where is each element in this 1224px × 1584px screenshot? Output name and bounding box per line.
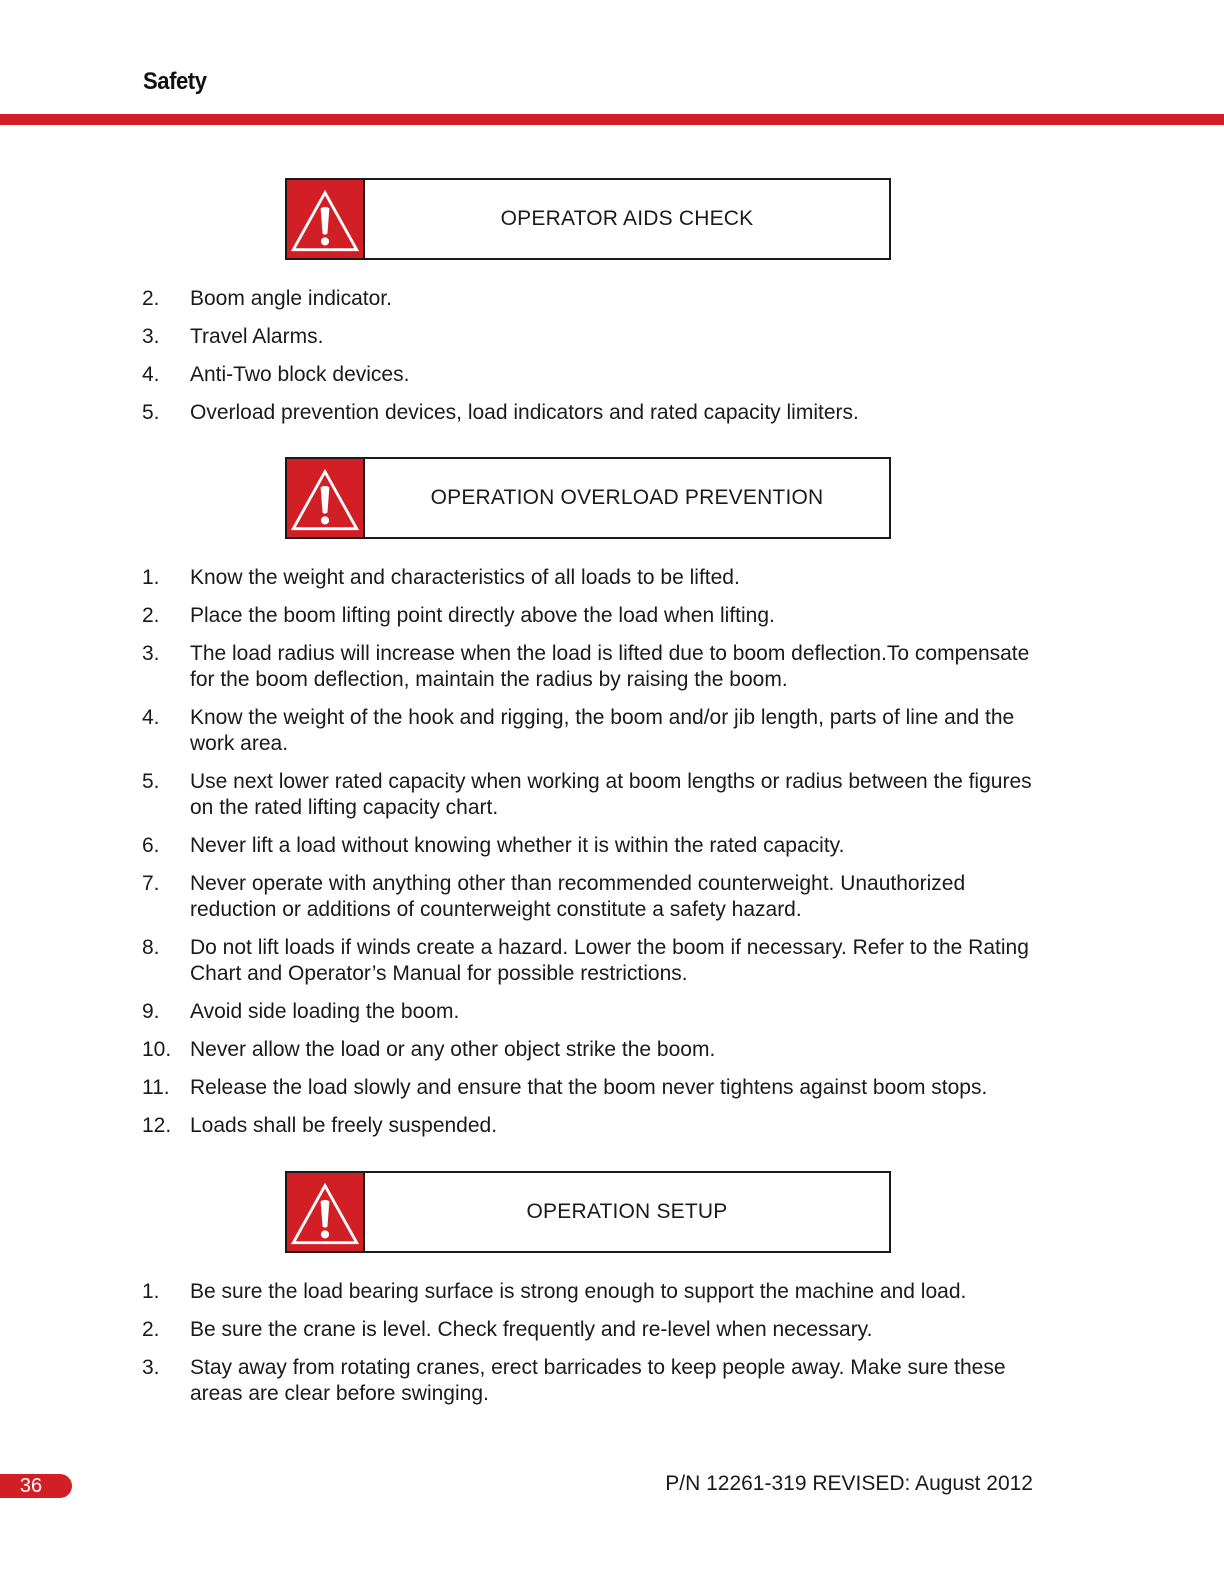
item-number: 2.	[142, 604, 160, 627]
header-rule	[0, 114, 1224, 125]
item-number: 8.	[142, 936, 160, 959]
item-text: Avoid side loading the boom.	[190, 1000, 460, 1023]
list-item	[142, 769, 1042, 821]
item-text: Be sure the load bearing surface is strong enough to support the machine and load.	[190, 1280, 967, 1303]
item-number: 5.	[142, 401, 160, 424]
list-item	[142, 1075, 1042, 1101]
item-text: Loads shall be freely suspended.	[190, 1114, 498, 1137]
warning-triangle-icon	[287, 459, 365, 537]
item-number: 1.	[142, 566, 160, 589]
list-item	[142, 871, 1042, 923]
item-number: 3.	[142, 325, 160, 348]
operation-setup-list	[142, 1279, 1042, 1419]
item-text: Place the boom lifting point directly above the load when lifting.	[190, 604, 775, 627]
item-text: Never allow the load or any other object strike the boom.	[190, 1038, 716, 1061]
item-text: Release the load slowly and ensure that the boom never tightens against boom stops.	[190, 1076, 988, 1099]
item-text: Never lift a load without knowing whether it is within the rated capacity.	[190, 834, 845, 857]
item-text: Never operate with anything other than recommended counterweight. Unauthorized reduction or additions of counterweight constitute a safety hazard.	[190, 872, 966, 921]
warning-title: OPERATION OVERLOAD PREVENTION	[430, 486, 824, 509]
item-number: 4.	[142, 363, 160, 386]
item-text: Boom angle indicator.	[190, 287, 392, 310]
item-number: 2.	[142, 287, 160, 310]
item-text: Travel Alarms.	[190, 325, 324, 348]
item-number: 3.	[142, 1356, 160, 1379]
footer-reference: P/N 12261-319 REVISED: August 2012	[665, 1472, 1033, 1495]
list-item	[142, 935, 1042, 987]
list-item	[142, 705, 1042, 757]
warning-triangle-icon	[287, 180, 365, 258]
list-item	[142, 641, 1042, 693]
item-text: Stay away from rotating cranes, erect barricades to keep people away. Make sure these areas are clear before swinging.	[190, 1356, 1006, 1405]
list-item	[142, 999, 1042, 1025]
list-item	[142, 1317, 1042, 1343]
item-number: 4.	[142, 706, 160, 729]
list-item	[142, 1037, 1042, 1063]
list-item	[142, 324, 1042, 350]
item-number: 10.	[142, 1038, 172, 1061]
list-item	[142, 565, 1042, 591]
item-text: The load radius will increase when the load is lifted due to boom deflection.To compensate for the boom deflection, maintain the radius by raising the boom.	[190, 642, 1030, 691]
warning-triangle-icon	[287, 1173, 365, 1251]
warning-box-overload-prevention	[285, 457, 891, 539]
warning-box-operation-setup	[285, 1171, 891, 1253]
list-item	[142, 603, 1042, 629]
warning-box-operator-aids	[285, 178, 891, 260]
list-item	[142, 1355, 1042, 1407]
item-text: Use next lower rated capacity when working at boom lengths or radius between the figures on the rated lifting capacity chart.	[190, 770, 1032, 819]
operator-aids-list	[142, 286, 1042, 438]
list-item	[142, 286, 1042, 312]
item-number: 2.	[142, 1318, 160, 1341]
list-item	[142, 1113, 1042, 1139]
warning-title: OPERATION SETUP	[526, 1200, 728, 1223]
item-text: Overload prevention devices, load indicators and rated capacity limiters.	[190, 401, 859, 424]
item-text: Anti-Two block devices.	[190, 363, 410, 386]
item-number: 6.	[142, 834, 160, 857]
list-item	[142, 400, 1042, 426]
item-text: Know the weight and characteristics of all loads to be lifted.	[190, 566, 740, 589]
item-number: 9.	[142, 1000, 160, 1023]
page-number-badge: 36	[0, 1474, 72, 1498]
item-number: 11.	[142, 1076, 170, 1099]
list-item	[142, 362, 1042, 388]
item-number: 12.	[142, 1114, 172, 1137]
item-number: 3.	[142, 642, 160, 665]
item-number: 7.	[142, 872, 160, 895]
item-text: Be sure the crane is level. Check frequently and re-level when necessary.	[190, 1318, 873, 1341]
item-number: 5.	[142, 770, 160, 793]
item-number: 1.	[142, 1280, 160, 1303]
list-item	[142, 833, 1042, 859]
item-text: Know the weight of the hook and rigging, the boom and/or jib length, parts of line and the work area.	[190, 706, 1015, 755]
item-text: Do not lift loads if winds create a hazard. Lower the boom if necessary. Refer to the Rating Chart and Operator’s Manual for possible restrictions.	[190, 936, 1029, 985]
warning-title: OPERATOR AIDS CHECK	[500, 207, 754, 230]
overload-prevention-list	[142, 565, 1042, 1151]
list-item	[142, 1279, 1042, 1305]
section-title: Safety	[143, 68, 207, 95]
